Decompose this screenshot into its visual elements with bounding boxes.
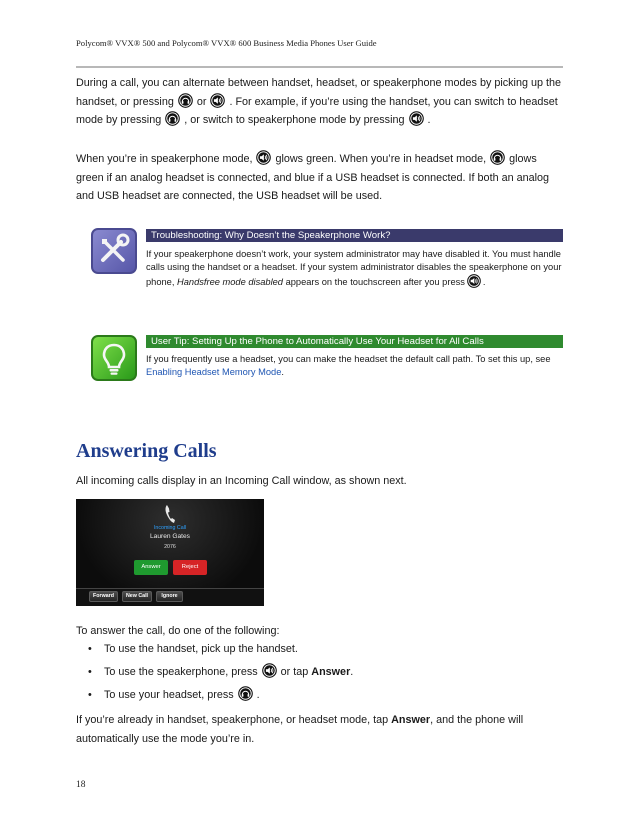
- headset-key-icon: [165, 111, 180, 126]
- closing-text-a: If you’re already in handset, speakerphone, or headset mode, tap: [76, 714, 389, 726]
- headset-memory-mode-link[interactable]: Enabling Headset Memory Mode: [146, 367, 282, 378]
- speakerphone-key-icon: [409, 111, 424, 126]
- caller-number: 2076: [164, 544, 176, 550]
- answer-option-headset-b: .: [256, 689, 260, 701]
- troubleshooting-title-bar: Troubleshooting: Why Doesn’t the Speakerphone Work?: [146, 229, 563, 242]
- answer-options-list: [88, 640, 353, 709]
- user-tip-title-bar: User Tip: Setting Up the Phone to Automatically Use Your Headset for All Calls: [146, 335, 563, 348]
- incoming-call-screenshot: [76, 499, 264, 606]
- troubleshooting-text-b: appears on the touchscreen after you press: [285, 277, 465, 288]
- para1-text-e: .: [427, 114, 431, 126]
- closing-text-b: , and the phone will automatically use the mode you’re in.: [76, 714, 524, 745]
- section-heading-answering-calls: Answering Calls: [76, 440, 217, 462]
- paragraph-glow-colors: [76, 150, 566, 206]
- answer-option-handset: To use the handset, pick up the handset.: [104, 643, 298, 655]
- list-item: [88, 686, 353, 709]
- speakerphone-key-icon: [210, 93, 225, 108]
- user-tip-text-a: If you frequently use a headset, you can make the headset the default call path. To set this up, see: [146, 354, 551, 364]
- troubleshooting-body: [146, 248, 564, 290]
- answer-button[interactable]: Answer: [134, 560, 168, 575]
- softkey-new-call[interactable]: New Call: [122, 591, 152, 602]
- user-tip-text-b: .: [281, 367, 284, 378]
- troubleshooting-text-c: .: [482, 277, 486, 288]
- handset-ringing-icon: [163, 503, 177, 525]
- answer-option-speaker-bold: Answer: [311, 666, 351, 678]
- para2-text-a: When you’re in speakerphone mode,: [76, 153, 253, 165]
- troubleshooting-tools-icon: [91, 228, 137, 274]
- para1-text-b: or: [196, 95, 207, 108]
- list-item: [88, 640, 353, 663]
- answer-option-headset-a: To use your headset, press: [104, 689, 234, 701]
- paragraph-switch-modes: [76, 74, 566, 130]
- para1-text-d: , or switch to speakerphone mode by pressing: [184, 114, 405, 126]
- user-tip-lightbulb-icon: [91, 335, 137, 381]
- headset-key-icon: [238, 686, 253, 701]
- troubleshooting-text-a: If your speakerphone doesn’t work, your system administrator may have disabled it. You must handle calls using the handset or a headset. If your system administrator disables the speakerphone on your phone,: [146, 249, 562, 288]
- softkey-ignore[interactable]: Ignore: [156, 591, 183, 602]
- section-intro: All incoming calls display in an Incoming Call window, as shown next.: [76, 475, 407, 487]
- incoming-call-status: Incoming Call: [153, 525, 187, 531]
- page-number: 18: [76, 780, 86, 790]
- caller-name: Lauren Gates: [150, 533, 190, 540]
- closing-bold: Answer: [391, 714, 431, 726]
- answer-option-speaker-a: To use the speakerphone, press: [104, 666, 258, 678]
- answer-intro: To answer the call, do one of the following:: [76, 625, 280, 637]
- softkey-forward[interactable]: Forward: [89, 591, 118, 602]
- header-rule: [76, 66, 563, 68]
- para2-text-c: glows green if an analog headset is connected, and blue if a USB headset is connected. If both an analog and USB headset are connected, the USB headset will be used.: [76, 153, 550, 202]
- para1-text-a: During a call, you can alternate between handset, headset, or speakerphone modes by picking up the handset, or pressing: [76, 77, 561, 108]
- list-item: [88, 663, 353, 686]
- reject-button[interactable]: Reject: [173, 560, 207, 575]
- headset-key-icon: [178, 93, 193, 108]
- troubleshooting-emphasis: Handsfree mode disabled: [177, 277, 283, 288]
- running-header: Polycom® VVX® 500 and Polycom® VVX® 600 Business Media Phones User Guide: [76, 38, 377, 48]
- speakerphone-key-icon: [262, 663, 277, 678]
- answer-option-speaker-b: or tap: [280, 666, 309, 678]
- para2-text-b: glows green. When you’re in headset mode,: [275, 153, 487, 165]
- closing-paragraph: [76, 711, 566, 748]
- speakerphone-key-icon: [256, 150, 271, 165]
- para1-text-c: . For example, if you’re using the handset, you can switch to headset mode by pressing: [76, 95, 558, 126]
- headset-key-icon: [490, 150, 505, 165]
- speakerphone-key-icon: [467, 274, 481, 288]
- user-tip-body: [146, 353, 564, 379]
- answer-option-speaker-c: .: [350, 666, 354, 678]
